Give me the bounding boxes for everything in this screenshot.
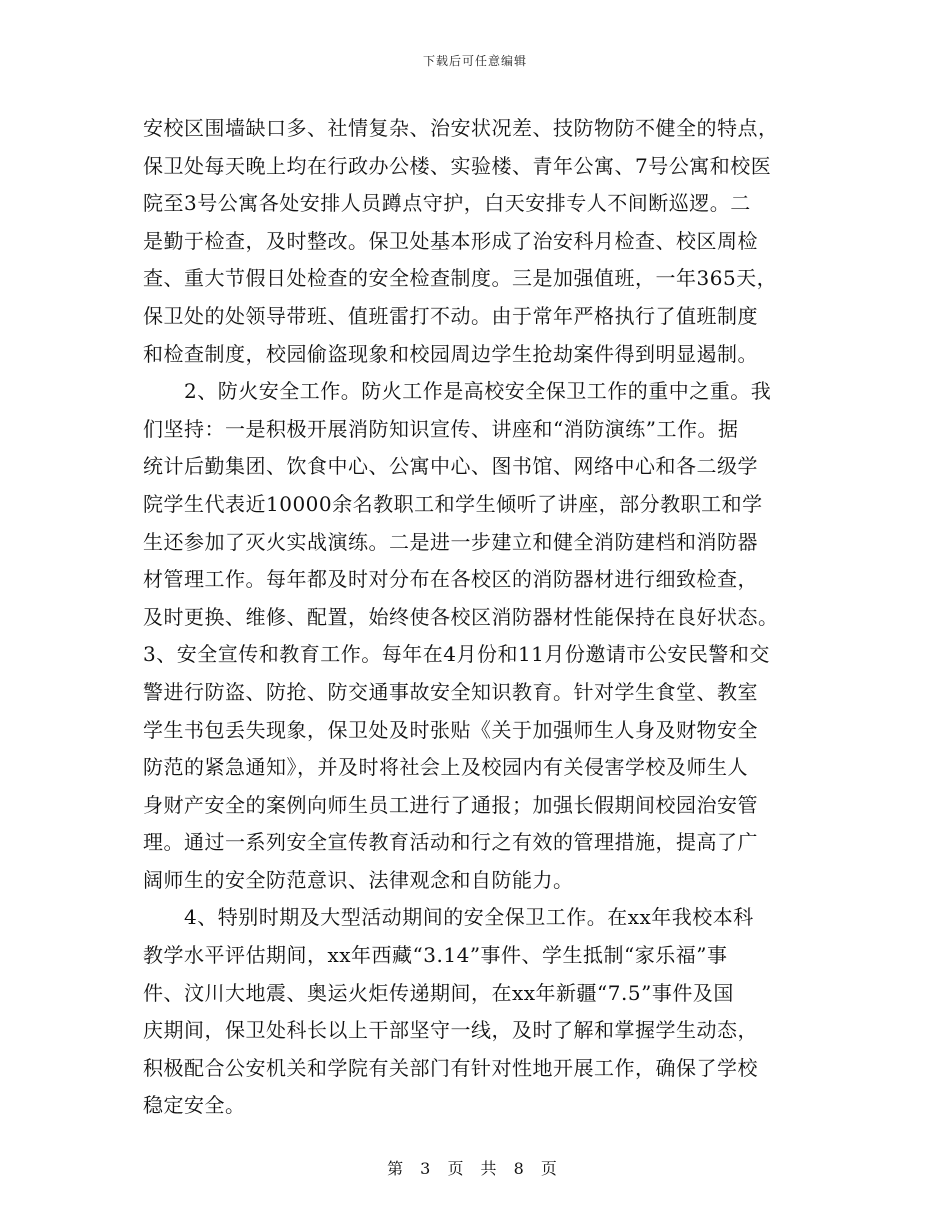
text-line: 2、防火安全工作。防火工作是高校安全保卫工作的重中之重。我	[143, 379, 772, 404]
text-line: 教学水平评估期间，xx年西藏“3.14”事件、学生抵制“家乐福”事	[143, 943, 728, 968]
page-header: 下载后可任意编辑	[422, 54, 527, 68]
text-line: 身财产安全的案例向师生员工进行了通报；加强长假期间校园治安管	[143, 792, 758, 817]
text-line: 查、重大节假日处检查的安全检查制度。三是加强值班，一年365天，	[143, 266, 778, 291]
text-line: 是勤于检查，及时整改。保卫处基本形成了治安科月检查、校区周检	[143, 228, 758, 253]
text-line: 4、特别时期及大型活动期间的安全保卫工作。在xx年我校本科	[143, 905, 754, 930]
text-line: 材管理工作。每年都及时对分布在各校区的消防器材进行细致检查，	[143, 567, 758, 592]
text-line: 积极配合公安机关和学院有关部门有针对性地开展工作，确保了学校	[143, 1055, 758, 1080]
text-line: 3、安全宣传和教育工作。每年在4月份和11月份邀请市公安民警和交	[143, 642, 770, 667]
document-body	[143, 110, 813, 1125]
text-line: 统计后勤集团、饮食中心、公寓中心、图书馆、网络中心和各二级学	[143, 454, 758, 479]
text-line: 防范的紧急通知》，并及时将社会上及校园内有关侵害学校及师生人	[143, 755, 748, 780]
text-line: 保卫处的处领导带班、值班雷打不动。由于常年严格执行了值班制度	[143, 303, 758, 328]
text-line: 生还参加了灭火实战演练。二是进一步建立和健全消防建档和消防器	[143, 529, 758, 554]
text-line: 学生书包丢失现象，保卫处及时张贴《关于加强师生人身及财物安全	[143, 717, 758, 742]
text-line: 警进行防盗、防抢、防交通事故安全知识教育。针对学生食堂、教室	[143, 679, 758, 704]
text-line: 院至3号公寓各处安排人员蹲点守护，白天安排专人不间断巡逻。二	[143, 191, 751, 216]
text-line: 院学生代表近10000余名教职工和学生倾听了讲座，部分教职工和学	[143, 491, 763, 516]
page-footer: 第 3 页 共 8 页	[387, 1159, 563, 1178]
text-line: 阔师生的安全防范意识、法律观念和自防能力。	[143, 867, 574, 892]
text-line: 庆期间，保卫处科长以上干部坚守一线，及时了解和掌握学生动态，	[143, 1018, 758, 1043]
text-line: 和检查制度，校园偷盗现象和校园周边学生抢劫案件得到明显遏制。	[143, 341, 758, 366]
text-line: 件、汶川大地震、奥运火炬传递期间，在xx年新疆“7.5”事件及国	[143, 980, 734, 1005]
text-line: 们坚持：一是积极开展消防知识宣传、讲座和“消防演练”工作。据	[143, 416, 739, 441]
text-line: 安校区围墙缺口多、社情复杂、治安状况差、技防物防不健全的特点，	[143, 116, 779, 140]
text-line: 稳定安全。	[143, 1093, 246, 1118]
text-line: 保卫处每天晚上均在行政办公楼、实验楼、青年公寓、7号公寓和校医	[143, 153, 772, 178]
text-line: 及时更换、维修、配置，始终使各校区消防器材性能保持在良好状态。	[143, 604, 779, 629]
text-line: 理。通过一系列安全宣传教育活动和行之有效的管理措施，提高了广	[143, 830, 758, 855]
